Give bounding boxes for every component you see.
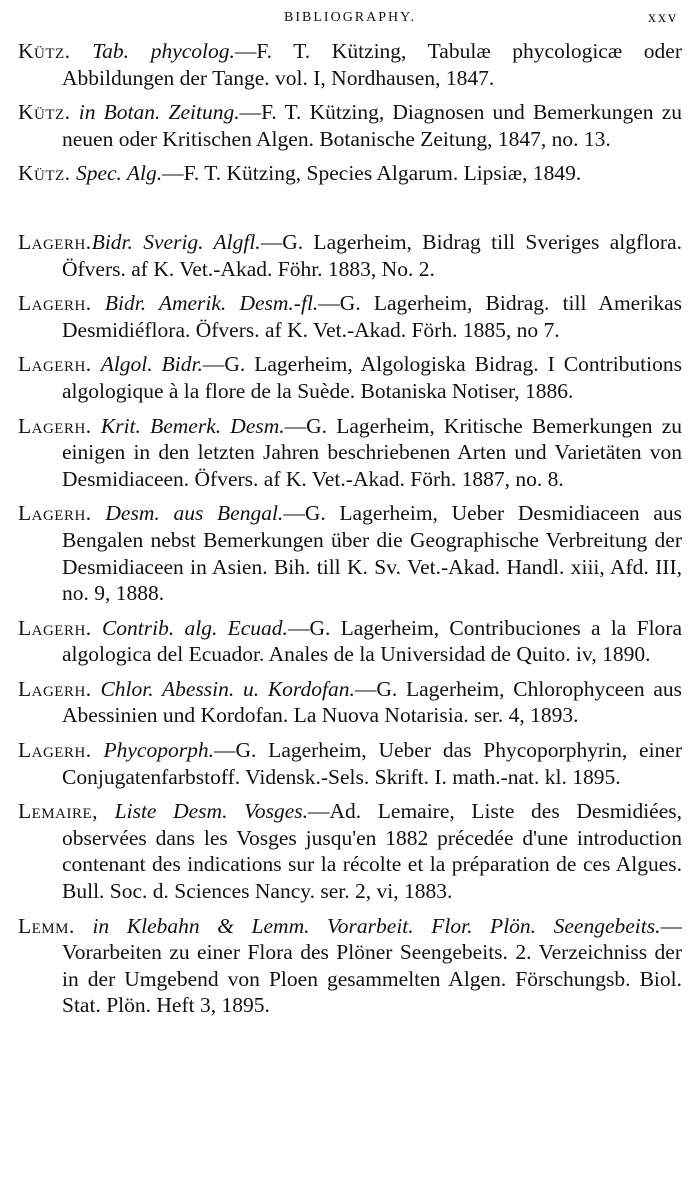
citation-text: —F. T. Kützing, Tabulæ phycologicæ oder Abbildungen der Tange. vol. I, Nordhausen, 1847. bbox=[62, 39, 683, 90]
author-abbreviation: Kütz. bbox=[18, 39, 71, 63]
bibliography-entry bbox=[18, 798, 682, 904]
short-title: in Botan. Zeitung. bbox=[78, 100, 240, 125]
citation-text: —G. Lagerheim, Chlorophyceen aus Abessinien und Kordofan. La Nuova Notarisia. ser. 4, 1893. bbox=[62, 676, 683, 728]
short-title: Desm. aus Bengal. bbox=[105, 501, 284, 526]
author-abbreviation: Lagerh. bbox=[18, 352, 92, 377]
short-title: Krit. Bemerk. Desm. bbox=[100, 413, 285, 438]
citation-text: —G. Lagerheim, Algologiska Bidrag. I Contributions algologique à la flore de la Suède. Botaniska Notiser, 1886. bbox=[62, 352, 682, 403]
bibliography-entry bbox=[18, 160, 682, 187]
citation-text: —G. Lagerheim, Contribuciones a la Flora algologica del Ecuador. Anales de la Universidad de Quito. iv, 1890. bbox=[62, 615, 682, 667]
bibliography-entry bbox=[18, 38, 682, 91]
bibliography-entry bbox=[18, 351, 682, 404]
author-abbreviation: Lagerh. bbox=[18, 738, 92, 763]
author-abbreviation: Kütz. bbox=[18, 100, 71, 125]
citation-text: —G. Lagerheim, Ueber das Phycoporphyrin, einer Conjugatenfarbstoff. Vidensk.-Sels. Skrift. I. math.-nat. kl. 1895. bbox=[62, 738, 682, 789]
short-title: Contrib. alg. Ecuad. bbox=[101, 615, 288, 640]
author-abbreviation: Lagerh. bbox=[18, 501, 92, 526]
bibliography-list bbox=[18, 38, 682, 1019]
citation-text: —G. Lagerheim, Bidrag till Sveriges algflora. Öfvers. af K. Vet.-Akad. Föhr. 1883, No. 2. bbox=[62, 229, 682, 281]
author-abbreviation: Lagerh. bbox=[18, 615, 92, 640]
short-title: Chlor. Abessin. u. Kordofan. bbox=[100, 676, 355, 701]
short-title: Algol. Bidr. bbox=[100, 352, 203, 377]
bibliography-entry bbox=[18, 290, 682, 343]
short-title: Tab. phycolog. bbox=[92, 39, 235, 63]
short-title: Bidr. Sverig. Algfl. bbox=[91, 229, 261, 254]
citation-text: —F. T. Kützing, Species Algarum. Lipsiæ, 1849. bbox=[162, 161, 582, 186]
bibliography-entry bbox=[18, 737, 682, 790]
bibliography-entry bbox=[18, 229, 682, 282]
author-abbreviation: Lagerh. bbox=[18, 291, 92, 316]
short-title: Spec. Alg. bbox=[75, 161, 163, 186]
bibliography-entry bbox=[18, 99, 682, 152]
short-title: Phycoporph. bbox=[103, 738, 214, 763]
citation-text: —F. T. Kützing, Diagnosen und Bemerkungen zu neuen oder Kritischen Algen. Botanische Zeitung, 1847, no. 13. bbox=[62, 100, 683, 151]
section-gap bbox=[18, 195, 682, 229]
bibliography-entry bbox=[18, 913, 682, 1019]
author-abbreviation: Lagerh. bbox=[18, 413, 92, 438]
citation-text: —G. Lagerheim, Bidrag. till Amerikas Desmidiéflora. Öfvers. af K. Vet.-Akad. Förh. 1885, no 7. bbox=[62, 291, 683, 342]
author-abbreviation: Lagerh. bbox=[18, 676, 92, 701]
citation-text: —G. Lagerheim, Kritische Bemerkungen zu einigen in den letzten Jahren beschriebenen Arten und Varietäten von Desmidiaceen. Öfvers. af K. Vet.-Akad. Förh. 1887, no. 8. bbox=[62, 413, 682, 491]
running-head-title: BIBLIOGRAPHY. bbox=[284, 10, 416, 25]
citation-text: —G. Lagerheim, Ueber Desmidiaceen aus Bengalen nebst Bemerkungen über die Geographische Verbreitung der Desmidiaceen in Asien. Bih. till K. Sv. Vet.-Akad. Handl. xiii, Afd. III, no. 9, 1888. bbox=[62, 501, 683, 606]
bibliography-entry bbox=[18, 676, 682, 729]
author-abbreviation: Lagerh. bbox=[18, 229, 92, 254]
short-title: Liste Desm. Vosges. bbox=[114, 799, 308, 824]
author-abbreviation: Kütz. bbox=[18, 161, 71, 186]
bibliography-entry bbox=[18, 615, 682, 668]
running-head bbox=[18, 4, 682, 30]
citation-text: —Vorarbeiten zu einer Flora des Plöner Seengebeits. 2. Verzeichniss der in der Umgebend von Ploen gesammelten Algen. Förschungsb. Biol. Stat. Plön. Heft 3, 1895. bbox=[62, 913, 682, 1018]
short-title: Bidr. Amerik. Desm.-fl. bbox=[104, 291, 319, 316]
author-abbreviation: Lemm. bbox=[18, 913, 75, 938]
page-number: xxv bbox=[648, 9, 678, 26]
author-abbreviation: Lemaire, bbox=[18, 799, 99, 824]
bibliography-entry bbox=[18, 500, 682, 606]
short-title: in Klebahn & Lemm. Vorarbeit. Flor. Plön. Seengebeits. bbox=[92, 913, 661, 938]
bibliography-entry bbox=[18, 413, 682, 493]
citation-text: —Ad. Lemaire, Liste des Desmidiées, observées dans les Vosges jusqu'en 1882 précedée d'une introduction contenant des indications sur la récolte et la préparation de ces Algues. Bull. Soc. d. Sciences Nancy. ser. 2, vi, 1883. bbox=[62, 799, 682, 904]
